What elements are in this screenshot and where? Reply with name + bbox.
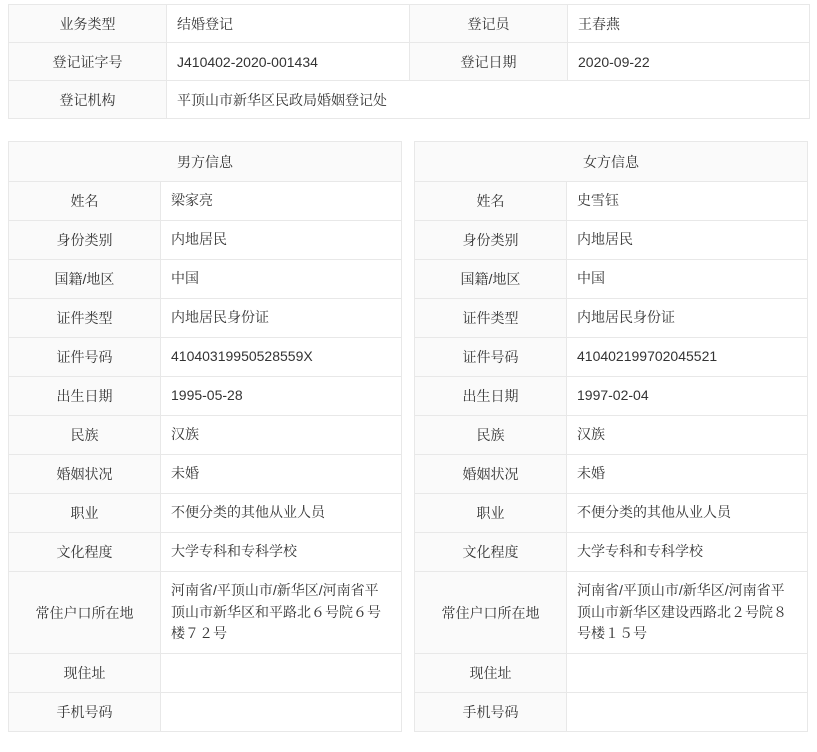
female-id-number-value: 410402199702045521 <box>567 338 808 377</box>
female-phone-value <box>567 693 808 732</box>
male-occupation-value: 不便分类的其他从业人员 <box>161 494 402 533</box>
male-household-address-label: 常住户口所在地 <box>9 572 161 654</box>
female-info-table <box>414 141 808 732</box>
male-education-label: 文化程度 <box>9 533 161 572</box>
female-ethnicity-value: 汉族 <box>567 416 808 455</box>
registration-summary-table <box>8 4 810 119</box>
female-marital-status-label: 婚姻状况 <box>415 455 567 494</box>
male-identity-category-label: 身份类别 <box>9 221 161 260</box>
table-row <box>9 81 810 119</box>
male-phone-label: 手机号码 <box>9 693 161 732</box>
male-phone-value <box>161 693 402 732</box>
table-row <box>9 5 810 43</box>
certificate-number-value: J410402-2020-001434 <box>167 43 410 81</box>
female-id-type-label: 证件类型 <box>415 299 567 338</box>
table-row <box>415 416 808 455</box>
male-id-number-label: 证件号码 <box>9 338 161 377</box>
table-row <box>415 455 808 494</box>
table-row <box>9 533 402 572</box>
male-marital-status-label: 婚姻状况 <box>9 455 161 494</box>
male-birth-date-label: 出生日期 <box>9 377 161 416</box>
male-name-value: 梁家亮 <box>161 182 402 221</box>
table-row <box>415 572 808 654</box>
table-row <box>9 693 402 732</box>
female-identity-category-value: 内地居民 <box>567 221 808 260</box>
table-row <box>415 654 808 693</box>
table-row <box>415 182 808 221</box>
registrar-value: 王春燕 <box>568 5 810 43</box>
female-id-type-value: 内地居民身份证 <box>567 299 808 338</box>
male-identity-category-value: 内地居民 <box>161 221 402 260</box>
table-row <box>9 142 402 182</box>
table-row <box>415 299 808 338</box>
female-current-address-label: 现住址 <box>415 654 567 693</box>
female-panel-title: 女方信息 <box>415 142 808 182</box>
registration-date-value: 2020-09-22 <box>568 43 810 81</box>
male-ethnicity-value: 汉族 <box>161 416 402 455</box>
female-marital-status-value: 未婚 <box>567 455 808 494</box>
female-nationality-value: 中国 <box>567 260 808 299</box>
female-education-label: 文化程度 <box>415 533 567 572</box>
female-birth-date-label: 出生日期 <box>415 377 567 416</box>
table-row <box>9 572 402 654</box>
male-nationality-value: 中国 <box>161 260 402 299</box>
table-row <box>9 494 402 533</box>
table-row <box>9 221 402 260</box>
male-ethnicity-label: 民族 <box>9 416 161 455</box>
table-row <box>9 416 402 455</box>
female-birth-date-value: 1997-02-04 <box>567 377 808 416</box>
male-id-type-value: 内地居民身份证 <box>161 299 402 338</box>
certificate-number-label: 登记证字号 <box>9 43 167 81</box>
female-nationality-label: 国籍/地区 <box>415 260 567 299</box>
table-row <box>415 221 808 260</box>
female-ethnicity-label: 民族 <box>415 416 567 455</box>
male-current-address-label: 现住址 <box>9 654 161 693</box>
table-row <box>9 43 810 81</box>
business-type-value: 结婚登记 <box>167 5 410 43</box>
female-occupation-value: 不便分类的其他从业人员 <box>567 494 808 533</box>
table-row <box>415 142 808 182</box>
female-info-panel <box>414 141 808 732</box>
registration-agency-value: 平顶山市新华区民政局婚姻登记处 <box>167 81 810 119</box>
table-row <box>9 299 402 338</box>
female-identity-category-label: 身份类别 <box>415 221 567 260</box>
female-phone-label: 手机号码 <box>415 693 567 732</box>
male-info-table <box>8 141 402 732</box>
female-occupation-label: 职业 <box>415 494 567 533</box>
male-panel-title: 男方信息 <box>9 142 402 182</box>
registration-agency-label: 登记机构 <box>9 81 167 119</box>
female-name-label: 姓名 <box>415 182 567 221</box>
table-row <box>9 455 402 494</box>
male-occupation-label: 职业 <box>9 494 161 533</box>
male-id-number-value: 41040319950528559X <box>161 338 402 377</box>
table-row <box>9 260 402 299</box>
male-current-address-value <box>161 654 402 693</box>
registration-date-label: 登记日期 <box>410 43 568 81</box>
male-household-address-value: 河南省/平顶山市/新华区/河南省平顶山市新华区和平路北６号院６号楼７２号 <box>161 572 402 654</box>
female-household-address-label: 常住户口所在地 <box>415 572 567 654</box>
table-row <box>415 260 808 299</box>
female-household-address-value: 河南省/平顶山市/新华区/河南省平顶山市新华区建设西路北２号院８号楼１５号 <box>567 572 808 654</box>
table-row <box>415 693 808 732</box>
party-panels <box>8 141 809 732</box>
table-row <box>9 182 402 221</box>
female-name-value: 史雪钰 <box>567 182 808 221</box>
table-row <box>415 494 808 533</box>
male-marital-status-value: 未婚 <box>161 455 402 494</box>
table-row <box>9 654 402 693</box>
male-nationality-label: 国籍/地区 <box>9 260 161 299</box>
male-info-panel <box>8 141 402 732</box>
table-row <box>415 533 808 572</box>
table-row <box>9 377 402 416</box>
table-row <box>9 338 402 377</box>
table-row <box>415 377 808 416</box>
female-id-number-label: 证件号码 <box>415 338 567 377</box>
male-birth-date-value: 1995-05-28 <box>161 377 402 416</box>
male-id-type-label: 证件类型 <box>9 299 161 338</box>
female-current-address-value <box>567 654 808 693</box>
business-type-label: 业务类型 <box>9 5 167 43</box>
female-education-value: 大学专科和专科学校 <box>567 533 808 572</box>
male-name-label: 姓名 <box>9 182 161 221</box>
table-row <box>415 338 808 377</box>
registrar-label: 登记员 <box>410 5 568 43</box>
male-education-value: 大学专科和专科学校 <box>161 533 402 572</box>
